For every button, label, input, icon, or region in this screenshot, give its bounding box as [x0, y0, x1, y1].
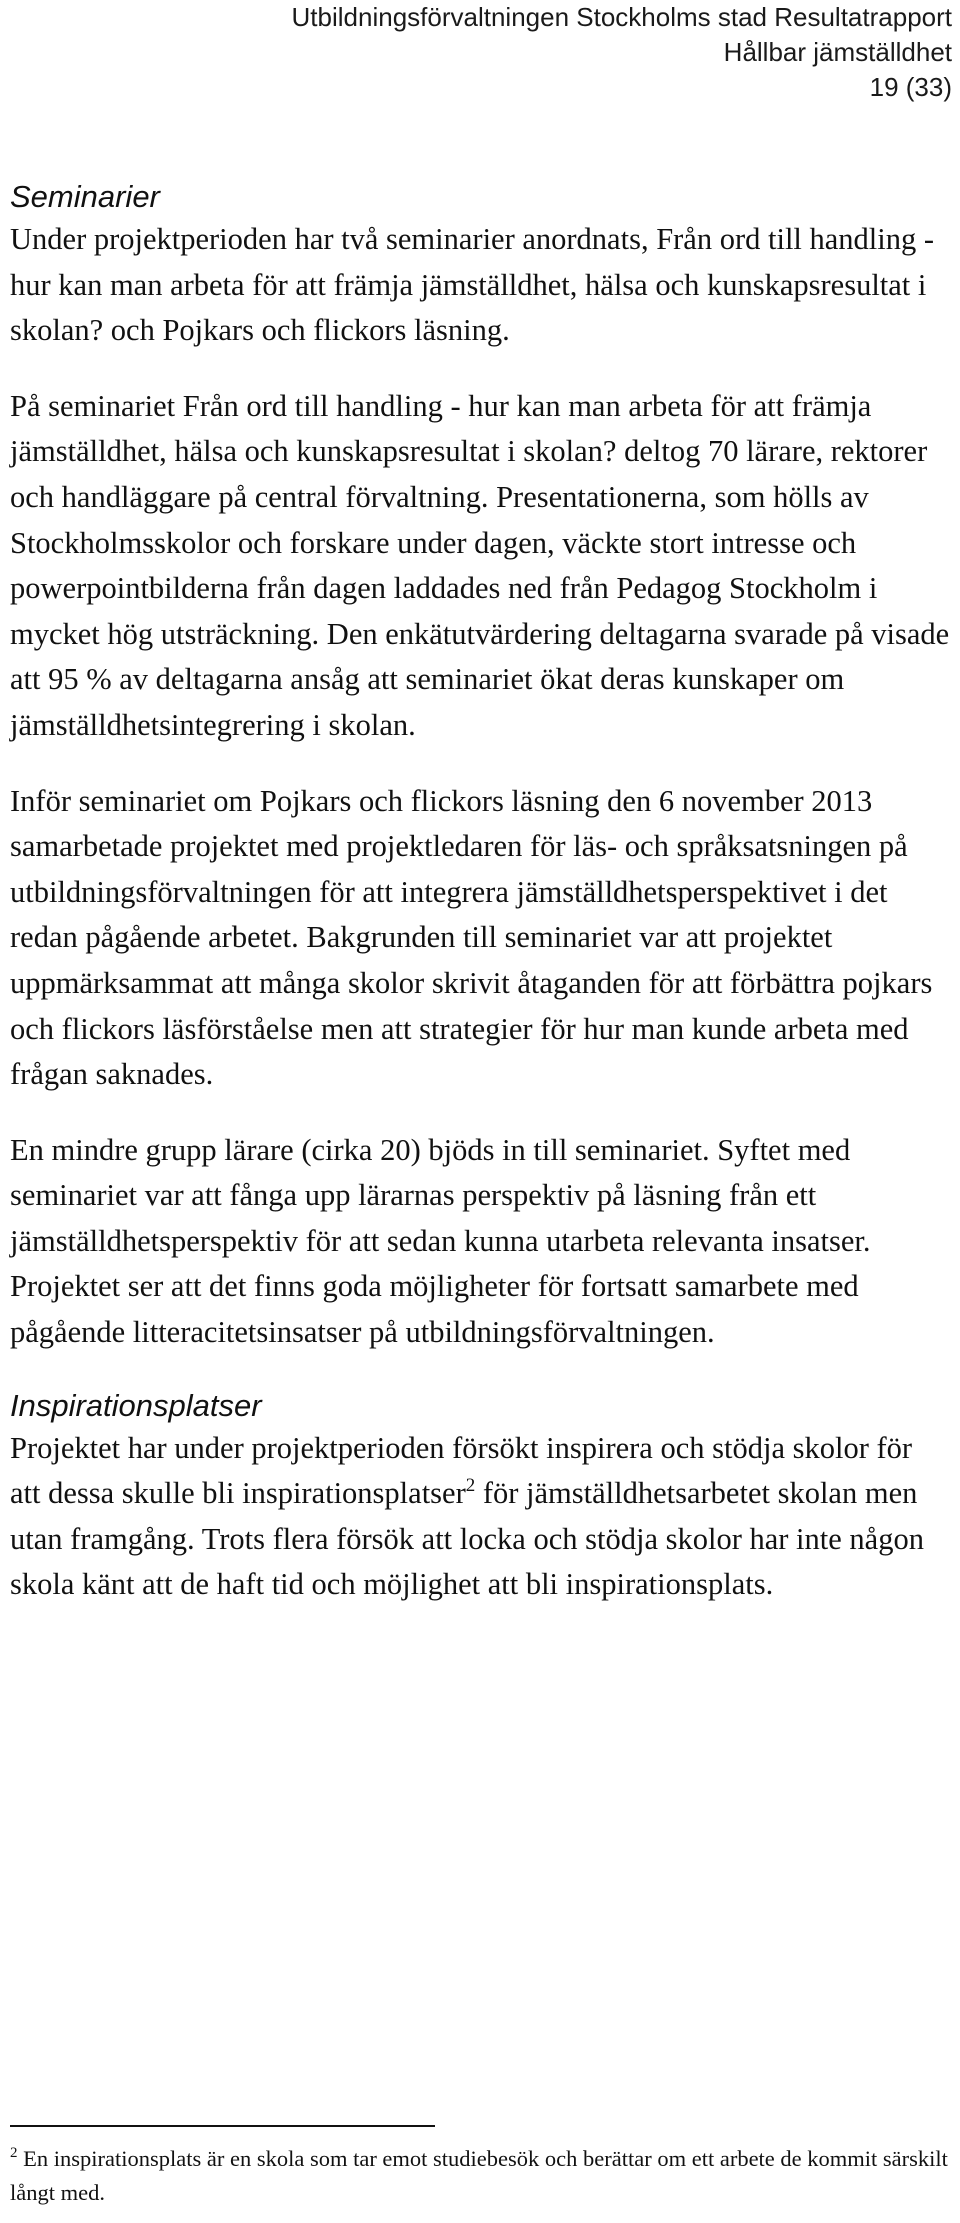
page-header [292, 0, 952, 105]
paragraph-seminar-fran-ord: På seminariet Från ord till handling - hur kan man arbeta för att främja jämställdhet, hälsa och kunskapsresultat i skolan? deltog 70 lärare, rektorer och handläggare på central förvaltning. Presentationerna, som hölls av Stockholmsskolor och forskare under dagen, väckte stort intresse och powerpointbilderna från dagen laddades ned från Pedagog Stockholm i mycket hög utsträckning. Den enkätutvärdering deltagarna svarade på visade att 95 % av deltagarna ansåg att seminariet ökat deras kunskaper om jämställdhetsintegrering i skolan. [10, 388, 950, 742]
footnote-reference[interactable]: 2 [465, 1475, 476, 1497]
footnote [10, 2142, 950, 2210]
section-heading-inspirationsplatser: Inspirationsplatser [10, 1387, 262, 1423]
paragraph-seminar-lasning: Inför seminariet om Pojkars och flickors läsning den 6 november 2013 samarbetade projektet med projektledaren för läs- och språksatsningen på utbildningsförvaltningen för att integrera jämställdhetsperspektivet i det redan pågående arbetet. Bakgrunden till seminariet var att projektet uppmärksammat att många skolor skrivit åtaganden för att förbättra pojkars och flickors läsförståelse men att strategier för hur man kunde arbeta med frågan saknades. [10, 783, 933, 1092]
header-organization: Utbildningsförvaltningen Stockholms stad Resultatrapport [291, 2, 952, 32]
paragraph-inspiration-text-end: för jämställdhetsarbetet skolan men utan framgång. Trots flera försök att locka och stödja skolor har inte någon skola känt att de haft tid och möjlighet att bli inspirationsplats. [10, 1476, 924, 1602]
paragraph-seminar-grupp: En mindre grupp lärare (cirka 20) bjöds in till seminariet. Syftet med seminariet var att fånga upp lärarnas perspektiv på läsning från ett jämställdhetsperspektiv för att sedan kunna utarbeta relevanta insatser. Projektet ser att det finns goda möjligheter för fortsatt samarbete med pågående litteracitetsinsatser på utbildningsförvaltningen. [10, 1132, 871, 1350]
paragraph-inspiration-text-start: Projektet har under projektperioden försökt inspirera och stödja skolor för att dessa skulle bli inspirationsplatser [10, 1430, 913, 1511]
header-page-number: 19 (33) [869, 72, 952, 102]
paragraph-seminarier-intro: Under projektperioden har två seminarier anordnats, Från ord till handling - hur kan man arbeta för att främja jämställdhet, hälsa och kunskapsresultat i skolan? och Pojkars och flickors läsning. [10, 222, 935, 348]
footnote-text: En inspirationsplats är en skola som tar emot studiebesök och berättar om ett arbete de kommit särskilt långt med. [10, 2146, 948, 2205]
footnote-separator [10, 2125, 435, 2127]
main-content [10, 177, 950, 1608]
paragraph-inspirationsplatser [10, 1426, 950, 1608]
section-heading-seminarier: Seminarier [10, 179, 160, 214]
footnote-number: 2 [10, 2145, 18, 2161]
header-report-title: Hållbar jämställdhet [723, 37, 952, 67]
